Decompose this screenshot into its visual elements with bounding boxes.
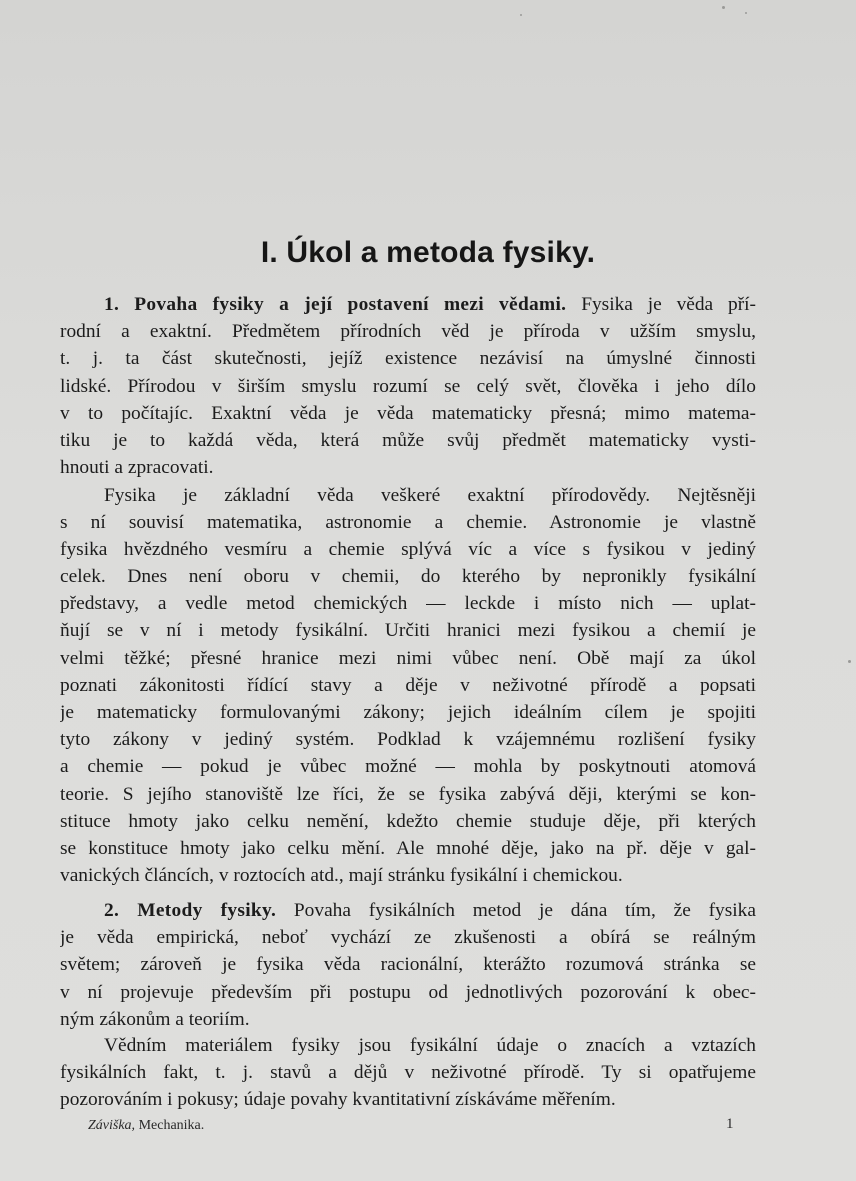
chapter-title: I. Úkol a metoda fysiky. <box>260 236 596 269</box>
text-line: stituce hmoty jako celku nemění, kdežto chemie studuje děje, při kterých <box>60 810 756 832</box>
section-2-heading: 2. Metody fysiky. <box>104 900 277 921</box>
text-line: fysika hvězdného vesmíru a chemie splývá víc a více s fysikou v jediný <box>60 538 756 560</box>
paper-speck <box>722 6 725 9</box>
text-line: celek. Dnes není oboru v chemii, do kterého by nepronikly fysikální <box>60 566 756 588</box>
text-line: Vědním materiálem fysiky jsou fysikální údaje o znacích a vztazích <box>104 1035 756 1056</box>
text-line: vanických článcích, v roztocích atd., mají stránku fysikální i chemickou. <box>60 865 623 887</box>
text-line: ným zákonům a teoriím. <box>60 1008 250 1030</box>
text-line: fysikálních fakt, t. j. stavů a dějů v neživotné přírodě. Ty si opatřujeme <box>60 1062 756 1084</box>
text-line: je věda empirická, neboť vychází ze zkušenosti a obírá se reálným <box>60 927 756 949</box>
page-number: 1 <box>726 1116 734 1132</box>
text-line: představy, a vedle metod chemických — leckde i místo nich — uplat- <box>60 593 756 615</box>
paragraph-4 <box>60 1032 756 1114</box>
footer-author: Záviška, <box>88 1118 136 1133</box>
paragraph-2 <box>60 482 756 890</box>
text-line: 2. Metody fysiky. Povaha fysikálních metod je dána tím, že fysika <box>104 900 756 921</box>
text-line: v ní projevuje především při postupu od jednotlivých pozorování k obec- <box>60 981 756 1003</box>
text-line: se konstituce hmoty jako celku mění. Ale mnohé děje, jako na př. děje v gal- <box>60 837 756 859</box>
text-line: a chemie — pokud je vůbec možné — mohla by poskytnouti atomová <box>60 756 756 778</box>
text-line: teorie. S jejího stanoviště lze říci, že se fysika zabývá ději, kterými se kon- <box>60 783 756 805</box>
text-line: světem; zároveň je fysika věda racionální, kterážto rozumová stránka se <box>60 954 756 976</box>
footer-signature <box>88 1118 204 1134</box>
text-line: ňují se v ní i metody fysikální. Určiti hranici mezi fysikou a chemií je <box>60 620 756 642</box>
section-1-paragraph <box>60 291 756 481</box>
paper-speck <box>745 12 747 14</box>
text-line: t. j. ta část skutečnosti, jejíž existence nezávisí na úmyslné činnosti <box>60 348 756 370</box>
text-line: tiku je to každá věda, která může svůj předmět matematicky vysti- <box>60 429 756 451</box>
text-line: poznati zákonitosti řídící stavy a děje v neživotné přírodě a popsati <box>60 674 756 696</box>
section-2-paragraph <box>60 897 756 1033</box>
text-line: Fysika je základní věda veškeré exaktní přírodovědy. Nejtěsněji <box>104 484 756 506</box>
text-line: rodní a exaktní. Předmětem přírodních věd je příroda v užším smyslu, <box>60 321 756 343</box>
footer-book-title: Mechanika. <box>138 1118 205 1133</box>
text-line: velmi těžké; přesné hranice mezi nimi vůbec není. Obě mají za úkol <box>60 647 756 669</box>
text-line: pozorováním i pokusy; údaje povahy kvantitativní získáváme měřením. <box>60 1089 616 1111</box>
text-line: s ní souvisí matematika, astronomie a chemie. Astronomie je vlastně <box>60 511 756 533</box>
paper-speck <box>520 14 522 16</box>
paper-speck <box>848 660 851 663</box>
section-1-heading: 1. Povaha fysiky a její postavení mezi vědami. <box>104 294 567 315</box>
text-line: je matematicky formulovanými zákony; jejich ideálním cílem je spojiti <box>60 702 756 723</box>
text-line: lidské. Přírodou v širším smyslu rozumí se celý svět, člověka i jeho dílo <box>60 375 756 397</box>
text-line: v to počítajíc. Exaktní věda je věda matematicky přesná; mimo matema- <box>60 402 756 424</box>
text-line: 1. Povaha fysiky a její postavení mezi vědami. Fysika je věda pří- <box>104 294 756 315</box>
text-line: hnouti a zpracovati. <box>60 457 214 479</box>
text-line: tyto zákony v jediný systém. Podklad k vzájemnému rozlišení fysiky <box>60 729 756 751</box>
